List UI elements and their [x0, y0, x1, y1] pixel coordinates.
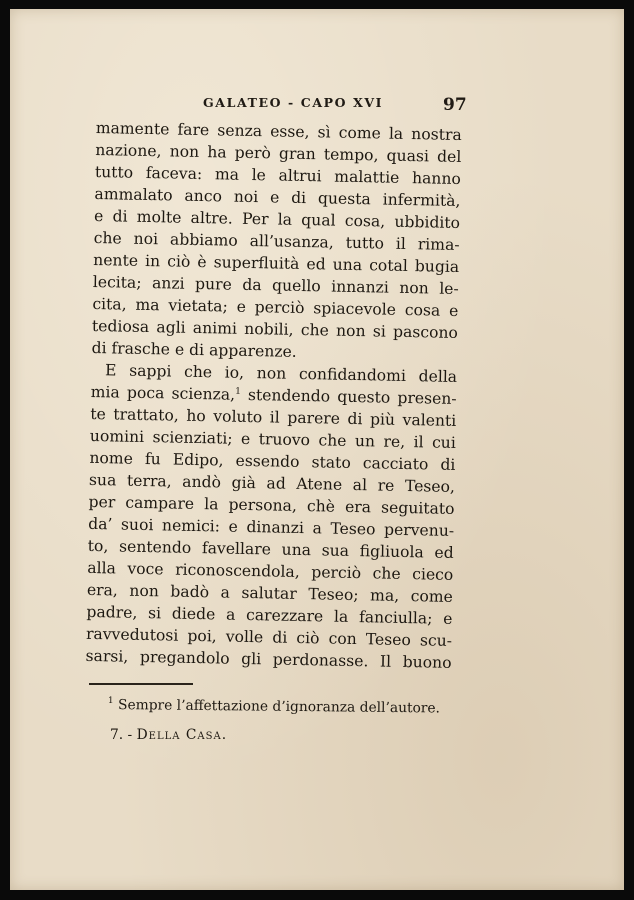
- text-line: te trattato, ho voluto il parere di più valenti: [90, 404, 457, 430]
- footnote-text: Sempre l’affettazione d’ignoranza dell’autore.: [117, 697, 441, 717]
- text-line: lecita; anzi pure da quello innanzi non le-: [92, 272, 459, 298]
- printer-signature: [110, 727, 227, 743]
- signature-number: 7. -: [110, 727, 133, 743]
- text-line: mamente fare senza esse, sì come la nostra: [95, 118, 462, 145]
- footnote: [108, 697, 468, 717]
- text-line: e di molte altre. Per la qual cosa, ubbidito: [93, 206, 461, 233]
- text-line: padre, si diede a carezzare la fanciulla; e: [86, 602, 453, 628]
- text-line: tediosa agli animi nobili, che non si pascono: [91, 316, 459, 342]
- signature-name: Della Casa.: [136, 727, 228, 743]
- text-line: cita, ma vietata; e perciò spiacevole cosa e: [92, 294, 459, 320]
- footnote-marker: 1: [107, 696, 114, 707]
- text-line: nome fu Edipo, essendo stato cacciato di: [89, 448, 456, 474]
- page-number: 97: [443, 95, 467, 115]
- text-line: sarsi, pregandolo gli perdonasse. Il buono: [85, 646, 452, 672]
- text-line: alla voce riconoscendola, perciò che cieco: [87, 558, 454, 584]
- text-line: da’ suoi nemici: e dinanzi a Teseo pervenu-: [88, 514, 455, 540]
- text-line: tutto faceva: ma le altrui malattie hanno: [94, 162, 462, 189]
- text-line: sua terra, andò già ad Atene al re Teseo,: [88, 470, 456, 496]
- text-line: nazione, non ha però gran tempo, quasi del: [95, 140, 462, 167]
- text-line: uomini scienziati; e truovo che un re, il cui: [89, 426, 456, 452]
- footnote-divider: [89, 683, 193, 685]
- text-line: di frasche e di apparenze.: [91, 338, 297, 361]
- text-line: ravvedutosi poi, volle di ciò con Teseo scu-: [85, 624, 453, 650]
- running-head: GALATEO - CAPO XVI: [203, 95, 384, 110]
- body-text: [85, 117, 461, 674]
- text-line: nente in ciò è superfluità ed una cotal bugia: [93, 250, 460, 276]
- paragraph-first-line: E sappi che io, non confidandomi della: [104, 361, 458, 386]
- text-line: per campare la persona, chè era seguitato: [88, 492, 455, 518]
- book-page: [10, 9, 624, 890]
- text-line: to, sentendo favellare una sua figliuola ed: [87, 536, 454, 562]
- text-segment: mia poca scienza,: [90, 382, 236, 404]
- text-line: che noi abbiamo all’usanza, tutto il rima-: [93, 228, 460, 255]
- footnote-reference: 1: [235, 386, 241, 397]
- text-line: ammalato anco noi e di questa infermità,: [94, 184, 461, 211]
- text-line: era, non badò a salutar Teseo; ma, come: [86, 580, 454, 606]
- text-segment: stendendo questo presen-: [240, 385, 457, 408]
- page-header: [10, 95, 624, 119]
